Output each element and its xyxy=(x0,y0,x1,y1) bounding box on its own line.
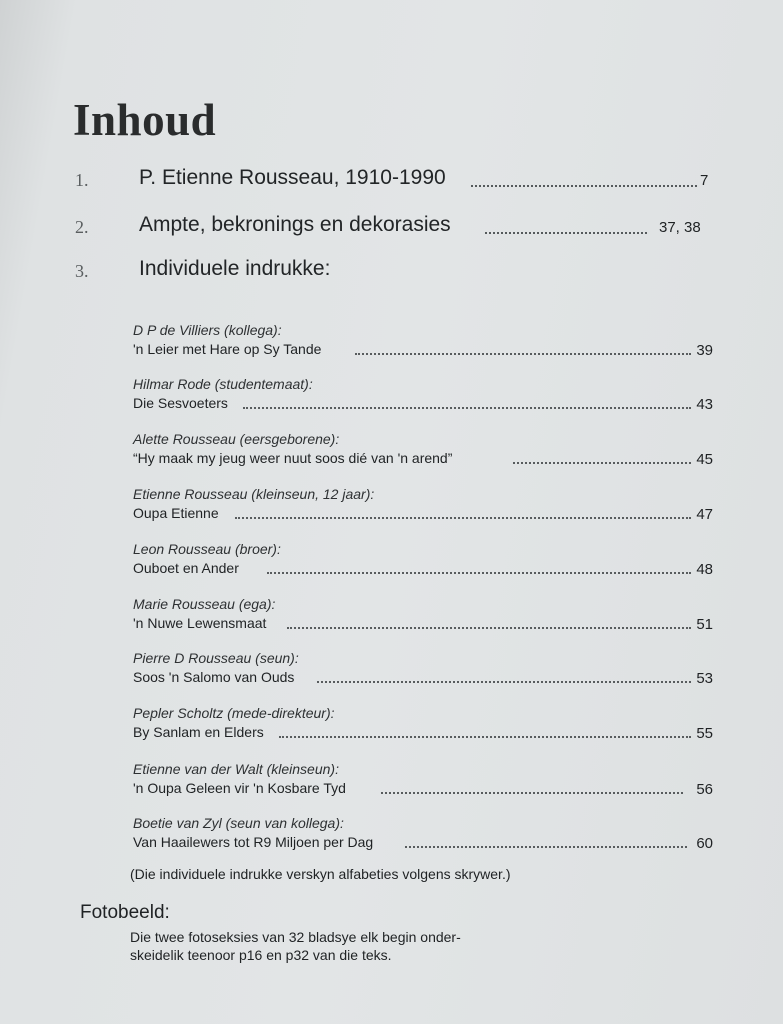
toc-entry xyxy=(133,322,713,366)
dot-leader xyxy=(405,846,687,848)
fotobeeld-text xyxy=(130,928,550,964)
page-number: 7 xyxy=(700,172,709,189)
entry-title: Die Sesvoeters xyxy=(133,395,228,411)
toc-entry xyxy=(133,705,713,749)
dot-leader xyxy=(267,572,691,574)
item-number: 1. xyxy=(75,170,89,190)
page-number: 39 xyxy=(696,342,713,359)
entry-author: Hilmar Rode (studentemaat): xyxy=(133,376,313,392)
toc-main-item xyxy=(73,257,713,287)
dot-leader xyxy=(471,185,697,187)
toc-entry xyxy=(133,486,713,530)
toc-main-item xyxy=(73,166,713,196)
entry-title: Oupa Etienne xyxy=(133,505,219,521)
toc-entry xyxy=(133,541,713,585)
page-number: 60 xyxy=(696,835,713,852)
entry-title: By Sanlam en Elders xyxy=(133,724,264,740)
fotobeeld-line: skeidelik teenoor p16 en p32 van die teks. xyxy=(130,947,392,963)
toc-main-item xyxy=(73,213,713,243)
entry-author: D P de Villiers (kollega): xyxy=(133,322,282,338)
entry-title: Van Haailewers tot R9 Miljoen per Dag xyxy=(133,834,374,850)
entry-title: 'n Oupa Geleen vir 'n Kosbare Tyd xyxy=(133,780,346,796)
item-number: 3. xyxy=(75,261,89,281)
entry-title: Ouboet en Ander xyxy=(133,560,239,576)
entry-title: Soos 'n Salomo van Ouds xyxy=(133,669,295,685)
entry-author: Leon Rousseau (broer): xyxy=(133,541,281,557)
page-number: 56 xyxy=(696,781,713,798)
entry-title: “Hy maak my jeug weer nuut soos dié van 'n arend” xyxy=(133,450,453,466)
page-number: 48 xyxy=(696,561,713,578)
toc-entry xyxy=(133,431,713,475)
entry-author: Etienne van der Walt (kleinseun): xyxy=(133,761,339,777)
page-title: Inhoud xyxy=(73,95,217,145)
fotobeeld-heading: Fotobeeld: xyxy=(80,902,170,923)
dot-leader xyxy=(287,627,691,629)
dot-leader xyxy=(485,232,647,234)
dot-leader xyxy=(355,353,691,355)
dot-leader xyxy=(235,517,691,519)
ordering-note: (Die individuele indrukke verskyn alfabeties volgens skrywer.) xyxy=(130,866,511,882)
entry-author: Pierre D Rousseau (seun): xyxy=(133,650,299,666)
entry-author: Marie Rousseau (ega): xyxy=(133,596,276,612)
page-number: 47 xyxy=(696,506,713,523)
toc-entry xyxy=(133,761,713,805)
entry-author: Alette Rousseau (eersgeborene): xyxy=(133,431,340,447)
item-label: P. Etienne Rousseau, 1910-1990 xyxy=(139,166,446,189)
entry-author: Pepler Scholtz (mede-direkteur): xyxy=(133,705,335,721)
dot-leader xyxy=(513,462,691,464)
entry-author: Etienne Rousseau (kleinseun, 12 jaar): xyxy=(133,486,375,502)
toc-entry xyxy=(133,650,713,694)
dot-leader xyxy=(279,736,691,738)
fotobeeld-line: Die twee fotoseksies van 32 bladsye elk begin onder- xyxy=(130,929,461,945)
page-number: 55 xyxy=(696,725,713,742)
page-number: 43 xyxy=(696,396,713,413)
item-label: Individuele indrukke: xyxy=(139,257,331,280)
page-number: 37, 38 xyxy=(659,219,701,236)
page-number: 53 xyxy=(696,670,713,687)
toc-entry xyxy=(133,376,713,420)
dot-leader xyxy=(243,407,691,409)
dot-leader xyxy=(381,792,683,794)
toc-entry xyxy=(133,596,713,640)
entry-title: 'n Leier met Hare op Sy Tande xyxy=(133,341,322,357)
entry-author: Boetie van Zyl (seun van kollega): xyxy=(133,815,344,831)
page-number: 51 xyxy=(696,616,713,633)
item-label: Ampte, bekronings en dekorasies xyxy=(139,213,451,236)
toc-entry xyxy=(133,815,713,859)
entry-title: 'n Nuwe Lewensmaat xyxy=(133,615,267,631)
item-number: 2. xyxy=(75,217,89,237)
page-number: 45 xyxy=(696,451,713,468)
dot-leader xyxy=(317,681,691,683)
